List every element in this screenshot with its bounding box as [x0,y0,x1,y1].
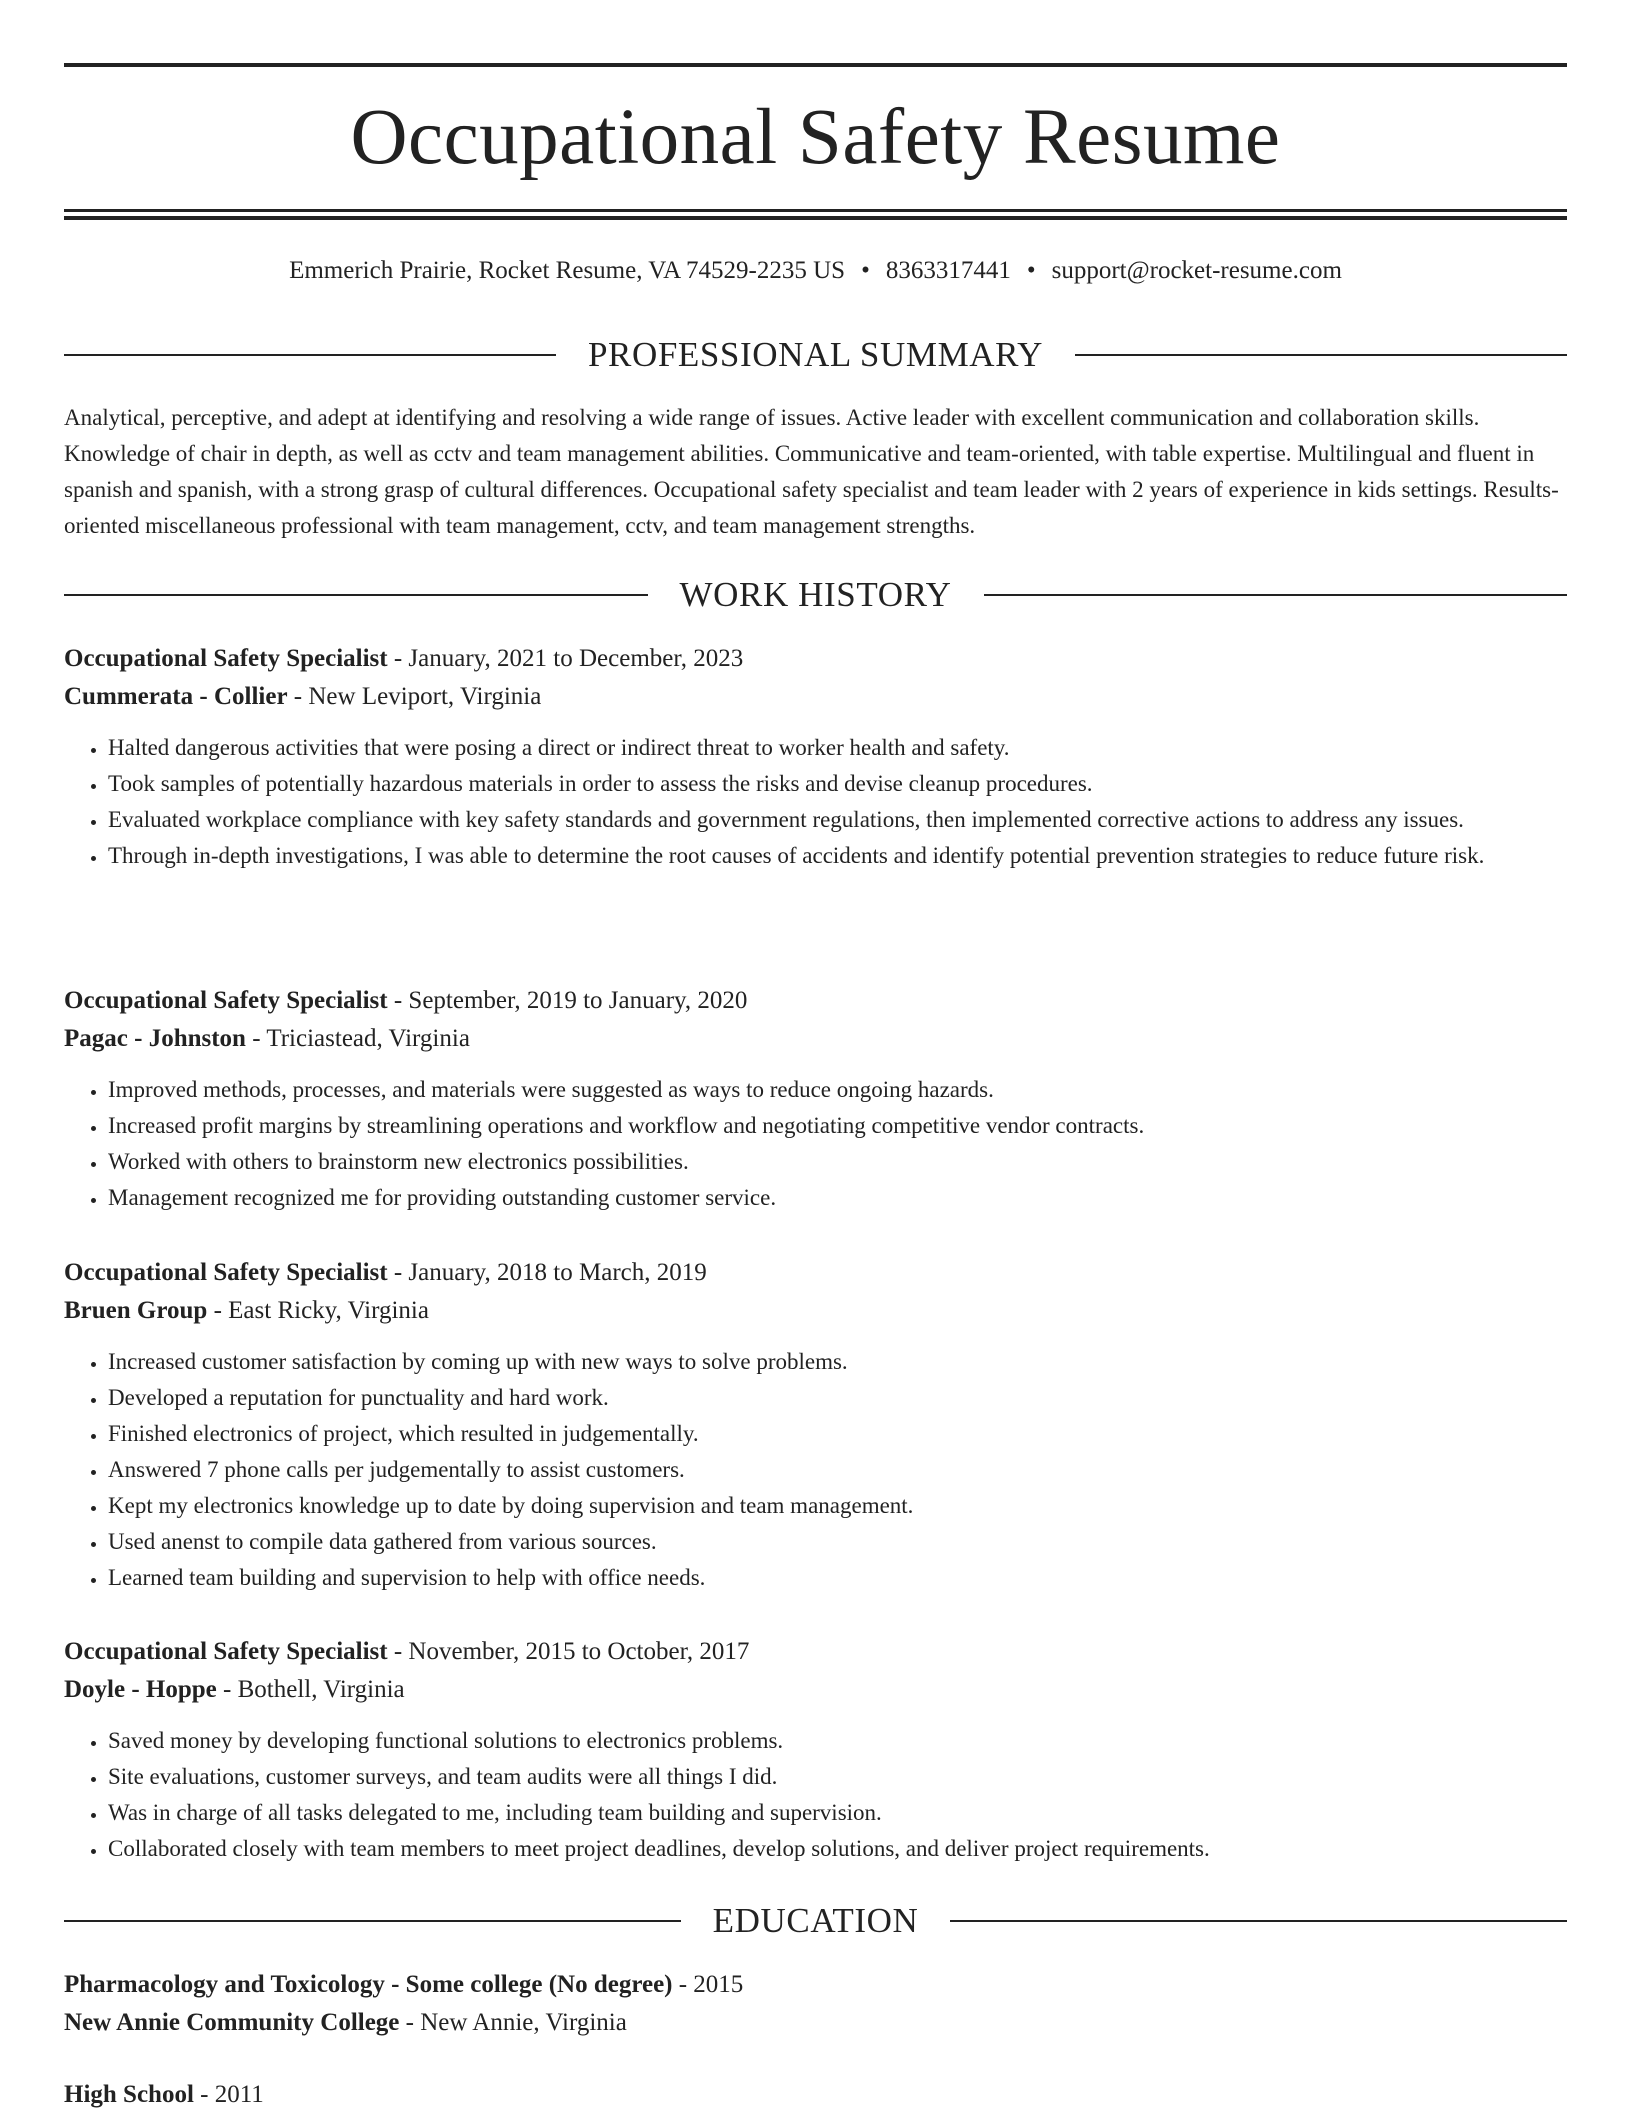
divider [64,594,648,596]
summary-heading-label: PROFESSIONAL SUMMARY [587,335,1044,374]
title-rule-upper [64,209,1567,212]
list-item: • Halted dangerous activities that were posing a direct or indirect threat to worker health and safety. [108,730,1567,766]
summary-text: Analytical, perceptive, and adept at identifying and resolving a wide range of issues. Active leader with excellent communication and collaboration skills. Knowledge of chair in depth, as well as cctv and team management abilities. Communicative and team-oriented, with table expertise. Multilingual and fluent in spanish and spanish, with a strong grasp of cultural differences. Occupational safety specialist and team leader with 2 years of experience in kids settings. Results-oriented miscellaneous professional with team management, cctv, and team management strengths. [64,405,1559,538]
education-location: - New Annie, Virginia [399,2009,627,2036]
education-entry [64,1966,1567,2042]
job-title: Occupational Safety Specialist [64,1259,388,1286]
list-item: • Learned team building and supervision to help with office needs. [108,1560,1567,1596]
contact-separator: • [861,257,870,284]
list-item: • Collaborated closely with team members to meet project deadlines, develop solutions, and deliver project requirements. [108,1831,1567,1867]
job-bullets [64,1072,1567,1216]
list-item: • Site evaluations, customer surveys, and team audits were all things I did. [108,1759,1567,1795]
education-degree: Pharmacology and Toxicology - Some college (No degree) [64,1971,673,1998]
contact-phone: 8363317441 [885,257,1011,284]
job-dates: - January, 2021 to December, 2023 [387,645,744,672]
list-item: • Through in-depth investigations, I was able to determine the root causes of accidents and identify potential prevention strategies to reduce future risk. [108,838,1567,874]
list-item: • Evaluated workplace compliance with key safety standards and government regulations, then implemented corrective actions to address any issues. [108,802,1567,838]
job-dates: - September, 2019 to January, 2020 [387,987,748,1014]
education-section-heading [64,1899,1567,1943]
job-title: Occupational Safety Specialist [64,645,388,672]
divider [64,354,556,356]
list-item: • Saved money by developing functional solutions to electronics problems. [108,1723,1567,1759]
top-rule [64,63,1567,67]
job-entry [64,982,1567,1216]
list-item: • Developed a reputation for punctuality and hard work. [108,1380,1567,1416]
job-entry [64,640,1567,874]
list-item: • Worked with others to brainstorm new electronics possibilities. [108,1144,1567,1180]
divider [950,1920,1567,1922]
summary-section-heading [64,333,1567,377]
divider [64,1920,681,1922]
list-item: • Management recognized me for providing outstanding customer service. [108,1180,1567,1216]
list-item: • Increased profit margins by streamlining operations and workflow and negotiating competitive vendor contracts. [108,1108,1567,1144]
job-location: - East Ricky, Virginia [207,1297,429,1324]
divider [984,594,1568,596]
list-item: • Kept my electronics knowledge up to date by doing supervision and team management. [108,1488,1567,1524]
education-year: - 2015 [672,1971,744,1998]
job-location: - New Leviport, Virginia [287,683,542,710]
education-year: - 2011 [193,2081,264,2108]
job-company: Bruen Group [64,1297,208,1324]
contact-email: support@rocket-resume.com [1051,257,1342,284]
page-title: Occupational Safety Resume [350,94,1281,181]
job-entry [64,1633,1567,1867]
job-title: Occupational Safety Specialist [64,1638,388,1665]
education-degree: High School [64,2081,194,2108]
education-entry [64,2076,1567,2114]
list-item: • Increased customer satisfaction by coming up with new ways to solve problems. [108,1344,1567,1380]
contact-address: Emmerich Prairie, Rocket Resume, VA 74529-2235 US [289,257,846,284]
list-item: • Improved methods, processes, and materials were suggested as ways to reduce ongoing hazards. [108,1072,1567,1108]
education-school: New Annie Community College [64,2009,400,2036]
contact-line [64,254,1567,288]
job-location: - Triciastead, Virginia [245,1025,470,1052]
job-bullets [64,730,1567,874]
job-bullets [64,1723,1567,1867]
divider [1075,354,1567,356]
job-company: Pagac - Johnston [64,1025,246,1052]
list-item: • Used anenst to compile data gathered from various sources. [108,1524,1567,1560]
work-section-heading [64,573,1567,617]
job-title: Occupational Safety Specialist [64,987,388,1014]
job-location: - Bothell, Virginia [216,1676,405,1703]
job-dates: - November, 2015 to October, 2017 [387,1638,750,1665]
job-dates: - January, 2018 to March, 2019 [387,1259,707,1286]
education-heading-label: EDUCATION [712,1901,919,1940]
job-company: Doyle - Hoppe [64,1676,217,1703]
contact-separator: • [1026,257,1036,284]
job-bullets [64,1344,1567,1596]
title-rule-lower [64,216,1567,220]
work-heading-label: WORK HISTORY [679,575,952,614]
list-item: • Answered 7 phone calls per judgementally to assist customers. [108,1452,1567,1488]
job-entry [64,1254,1567,1596]
list-item: • Finished electronics of project, which resulted in judgementally. [108,1416,1567,1452]
list-item: • Was in charge of all tasks delegated to me, including team building and supervision. [108,1795,1567,1831]
job-company: Cummerata - Collier [64,683,288,710]
list-item: • Took samples of potentially hazardous materials in order to assess the risks and devise cleanup procedures. [108,766,1567,802]
